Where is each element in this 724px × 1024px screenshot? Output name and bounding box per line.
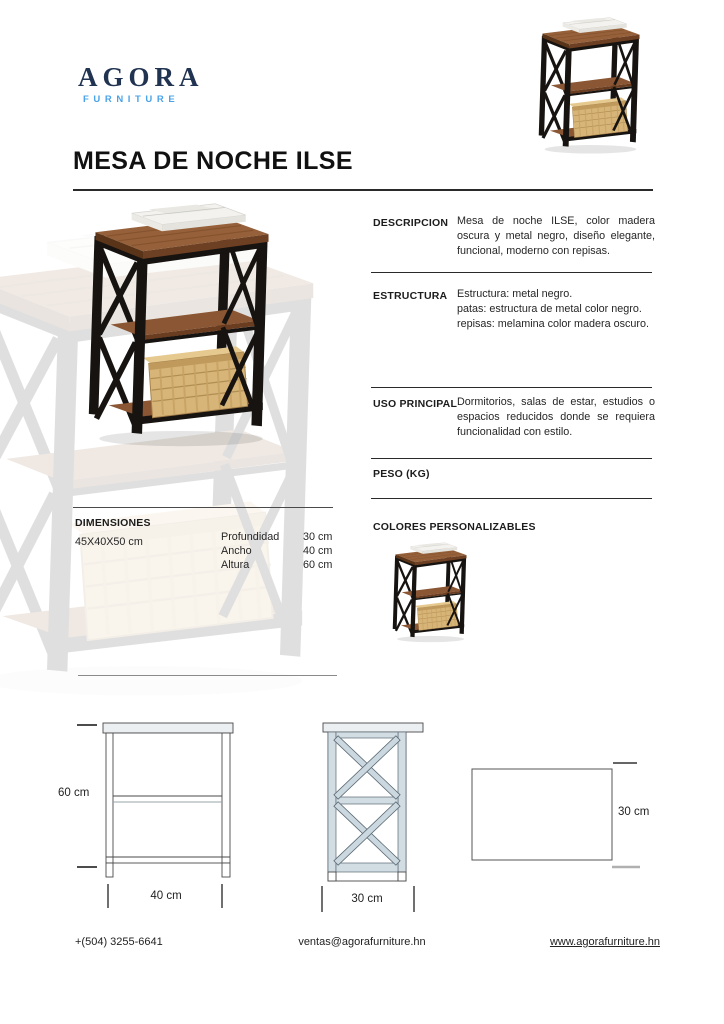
front-height-label: 60 cm	[58, 787, 90, 799]
uso-principal-label: USO PRINCIPAL	[373, 398, 458, 410]
dim-row-value: 60 cm	[303, 559, 333, 571]
brand-logo	[78, 62, 204, 105]
front-view-diagram	[60, 716, 240, 916]
descripcion-label: DESCRIPCION	[373, 217, 449, 229]
side-view-diagram	[310, 716, 430, 916]
top-depth-label: 30 cm	[618, 806, 650, 818]
dimensiones-divider-top	[73, 507, 333, 508]
title-divider	[73, 189, 653, 191]
estructura-label: ESTRUCTURA	[373, 290, 448, 302]
section-divider	[371, 458, 652, 459]
uso-principal-text: Dormitorios, salas de estar, estudios o espacios reducidos donde se requiera funcionalidad con estilo.	[457, 396, 655, 438]
dim-row-value: 30 cm	[303, 531, 333, 543]
product-photo-colores	[390, 540, 472, 644]
product-photo-header	[535, 14, 647, 156]
product-photo-main	[82, 198, 282, 450]
dim-row-value: 40 cm	[303, 545, 333, 557]
brand-name: AGORA	[78, 62, 204, 92]
dim-row-label: Ancho	[221, 545, 252, 557]
estructura-line: patas: estructura de metal color negro.	[457, 303, 642, 315]
estructura-line: repisas: melamina color madera oscuro.	[457, 318, 650, 330]
front-width-label: 40 cm	[150, 890, 182, 902]
footer-email: ventas@agorafurniture.hn	[298, 936, 426, 948]
brand-tagline: FURNITURE	[83, 94, 180, 105]
peso-label: PESO (KG)	[373, 468, 430, 480]
page-title: MESA DE NOCHE ILSE	[73, 147, 353, 175]
section-divider	[371, 387, 652, 388]
colores-label: COLORES PERSONALIZABLES	[373, 521, 536, 533]
dim-row-label: Profundidad	[221, 531, 280, 543]
dimensiones-divider-bottom	[78, 675, 337, 676]
estructura-text	[457, 287, 657, 332]
section-divider	[371, 272, 652, 273]
footer-phone: +(504) 3255-6641	[75, 936, 163, 948]
descripcion-text: Mesa de noche ILSE, color madera oscura y metal negro, diseño elegante, funcional, moderno con repisas.	[457, 215, 655, 257]
section-divider	[371, 498, 652, 499]
footer-website-link[interactable]: www.agorafurniture.hn	[549, 936, 660, 948]
dimensiones-label: DIMENSIONES	[75, 517, 151, 529]
side-width-label: 30 cm	[351, 893, 383, 905]
dimensiones-summary: 45X40X50 cm	[75, 536, 143, 548]
dim-row-label: Altura	[221, 559, 250, 571]
estructura-line: Estructura: metal negro.	[457, 288, 573, 300]
